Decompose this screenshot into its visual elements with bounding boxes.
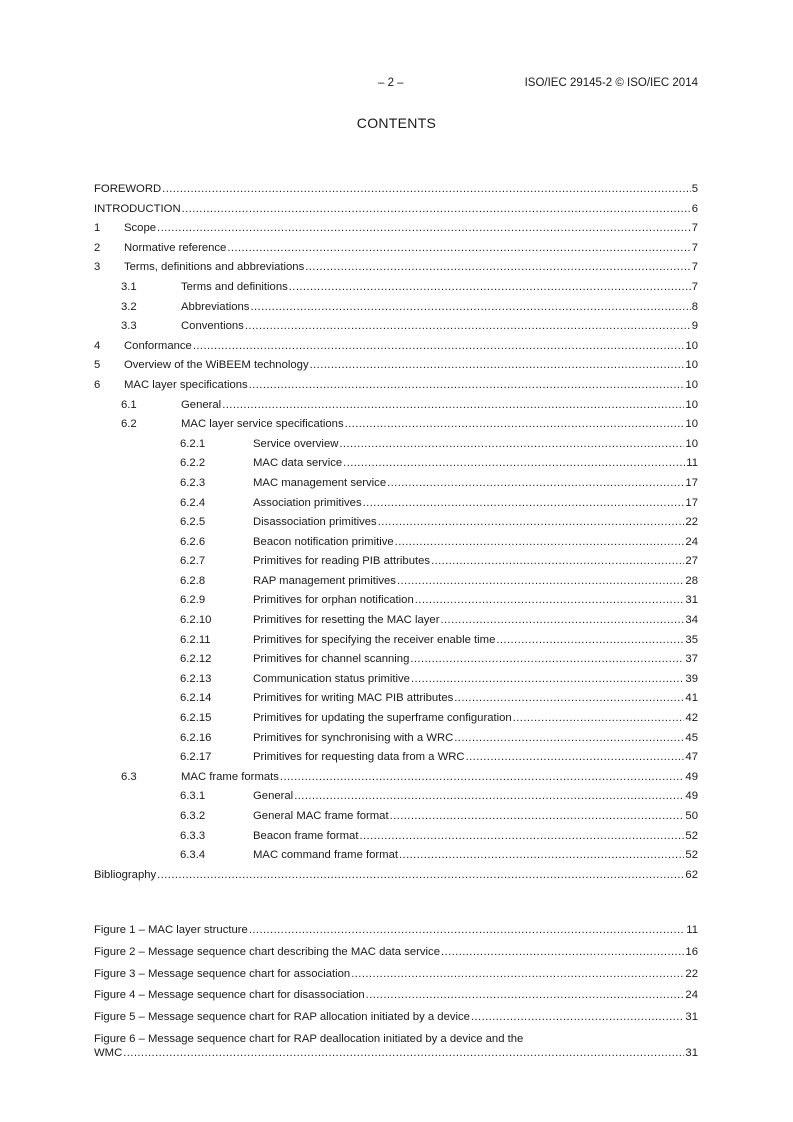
leader-dots (289, 278, 691, 298)
toc-section-number: 2 (94, 241, 101, 254)
toc-figure-title: Figure 1 – MAC layer structure (94, 924, 248, 936)
toc-figure-title: Figure 4 – Message sequence chart for disassociation (94, 989, 365, 1002)
leader-dots (399, 846, 684, 866)
toc-section-number: 6.2.9 (180, 594, 206, 607)
toc-figure-entry[interactable] (94, 985, 698, 1007)
page-title: CONTENTS (356, 115, 437, 131)
toc-entry-title: Primitives for orphan notification (253, 594, 414, 607)
toc-page-number: 49 (685, 770, 698, 783)
toc-entry[interactable] (94, 180, 698, 200)
toc-entry[interactable] (94, 298, 698, 318)
toc-page-number: 37 (685, 653, 698, 666)
toc-page-number: 10 (685, 359, 698, 372)
toc-entry-title: General (253, 790, 294, 803)
toc-page-number: 10 (685, 418, 698, 431)
toc-page-number: 31 (685, 594, 698, 607)
toc-figure-title-continued: WMC (94, 1046, 123, 1059)
toc-page-number: 11 (686, 457, 698, 470)
toc-page-number: 17 (685, 496, 698, 509)
toc-entry[interactable] (94, 278, 698, 298)
leader-dots (162, 180, 691, 200)
toc-entry[interactable] (94, 572, 698, 592)
leader-dots (513, 709, 685, 729)
leader-dots (250, 298, 690, 318)
leader-dots (410, 650, 684, 670)
toc-entry[interactable] (94, 454, 698, 474)
leader-dots (245, 317, 691, 337)
toc-entry-title: Association primitives (253, 496, 362, 509)
leader-dots (157, 219, 691, 239)
toc-entry-title: General MAC frame format (253, 810, 389, 822)
toc-entry[interactable] (94, 376, 698, 396)
toc-figure-title: Figure 2 – Message sequence chart describing the MAC data service (94, 945, 440, 958)
toc-entry-title: MAC data service (253, 457, 343, 470)
leader-dots (294, 787, 684, 807)
toc-entry-title: MAC layer specifications (124, 378, 248, 391)
toc-figure-entry[interactable] (94, 942, 698, 964)
toc-entry-title: Beacon frame format (253, 829, 359, 842)
toc-entry[interactable] (94, 200, 698, 220)
toc-entry-title: Primitives for requesting data from a WRC (253, 751, 465, 764)
toc-section-number: 3 (94, 261, 101, 274)
toc-page-number: 45 (685, 731, 698, 744)
toc-section-number: 6.2.17 (180, 751, 212, 764)
toc-entry[interactable] (94, 474, 698, 494)
leader-dots (310, 356, 685, 376)
toc-entry[interactable] (94, 317, 698, 337)
toc-figure-entry[interactable] (94, 920, 698, 942)
toc-entry[interactable] (94, 513, 698, 533)
leader-dots (227, 239, 690, 259)
toc-entry[interactable] (94, 631, 698, 651)
toc-section-number: 6.2.1 (180, 437, 206, 450)
leader-dots (351, 964, 684, 986)
leader-dots (454, 729, 684, 749)
toc-entry[interactable] (94, 435, 698, 455)
toc-entry-title: MAC command frame format (253, 849, 399, 862)
leader-dots (390, 807, 685, 827)
toc-section-number: 6.2.12 (180, 653, 212, 666)
leader-dots (222, 396, 684, 416)
toc-entry-title: Service overview (253, 437, 339, 450)
leader-dots (343, 454, 685, 474)
toc-entry[interactable] (94, 396, 698, 416)
toc-page-number: 7 (691, 241, 698, 254)
toc-page-number: 39 (685, 672, 698, 685)
toc-entry-title: MAC frame formats (181, 770, 279, 783)
toc-section-number: 3.2 (121, 300, 137, 313)
leader-dots (415, 591, 685, 611)
toc-entry[interactable] (94, 239, 698, 259)
toc-page-number: 41 (685, 692, 698, 705)
toc-section-number: 6.2.14 (180, 692, 212, 705)
leader-dots (363, 494, 685, 514)
leader-dots (397, 572, 684, 592)
toc-entry-title: Primitives for channel scanning (253, 653, 410, 666)
leader-dots (249, 376, 685, 396)
toc-entry[interactable] (94, 748, 698, 768)
toc-page-number: 52 (685, 829, 698, 842)
table-of-contents (94, 180, 698, 885)
toc-entry[interactable] (94, 258, 698, 278)
toc-entry-title: Terms and definitions (181, 280, 288, 293)
toc-entry-title: Abbreviations (181, 300, 250, 313)
toc-section-number: 6.2.4 (180, 496, 206, 509)
toc-section-number: 6.3.1 (180, 790, 206, 803)
toc-page-number: 8 (691, 300, 698, 313)
toc-section-number: 5 (94, 359, 101, 372)
toc-entry-title: Primitives for resetting the MAC layer (253, 614, 440, 627)
toc-page-number: 42 (685, 712, 698, 725)
toc-figure-entry[interactable] (94, 964, 698, 986)
toc-entry-title: Normative reference (124, 241, 227, 254)
toc-section-number: 6.2.6 (180, 535, 206, 548)
toc-page-number: 5 (691, 183, 698, 195)
leader-dots (466, 748, 685, 768)
leader-dots (366, 985, 685, 1007)
toc-page-number: 24 (685, 535, 698, 548)
toc-entry-title: Overview of the WiBEEM technology (124, 359, 309, 372)
toc-page-number: 47 (685, 751, 698, 764)
leader-dots (496, 631, 684, 651)
toc-entry-title: General (181, 398, 222, 411)
toc-page-number: 35 (685, 633, 698, 646)
toc-figure-entry[interactable] (94, 1007, 698, 1029)
toc-entry-title: Disassociation primitives (253, 516, 377, 529)
toc-figure-title: Figure 6 – Message sequence chart for RAP deallocation initiated by a device and the (94, 1032, 524, 1045)
toc-section-number: 6.3.3 (180, 829, 206, 842)
toc-entry[interactable] (94, 494, 698, 514)
leader-dots (339, 435, 684, 455)
toc-page-number: 34 (685, 614, 698, 627)
toc-page-number: 50 (685, 810, 698, 822)
toc-page-number: 28 (685, 574, 698, 587)
toc-entry-title: MAC management service (253, 476, 387, 489)
toc-entry[interactable] (94, 807, 698, 827)
toc-entry[interactable] (94, 729, 698, 749)
toc-entry[interactable] (94, 591, 698, 611)
toc-page-number: 10 (685, 339, 698, 352)
leader-dots (431, 552, 684, 572)
leader-dots (305, 258, 690, 278)
toc-entry-title: Primitives for updating the superframe configuration (253, 712, 512, 725)
toc-section-number: 6.1 (121, 398, 137, 411)
toc-entry[interactable] (94, 611, 698, 631)
leader-dots (157, 866, 684, 886)
toc-entry-title: Conformance (124, 339, 192, 352)
toc-section-number: 6.2 (121, 418, 137, 431)
toc-section-number: 6.2.7 (180, 555, 206, 568)
toc-entry-title: Conventions (181, 320, 244, 333)
toc-section-number: 6.2.11 (180, 633, 211, 646)
toc-entry[interactable] (94, 415, 698, 435)
toc-entry-title: MAC layer service specifications (181, 418, 344, 431)
page-number: – 2 – (378, 77, 404, 89)
toc-section-number: 6.2.10 (180, 614, 212, 627)
toc-entry-title: Beacon notification primitive (253, 535, 394, 548)
toc-page-number: 22 (685, 516, 698, 529)
toc-entry[interactable] (94, 787, 698, 807)
toc-page-number: 31 (685, 1046, 698, 1059)
toc-section-number: 6.2.8 (180, 574, 206, 587)
toc-page-number: 49 (685, 790, 698, 803)
toc-section-number: 6.2.2 (180, 457, 206, 470)
toc-figure-title: Figure 3 – Message sequence chart for association (94, 967, 351, 980)
toc-entry[interactable] (94, 219, 698, 239)
leader-dots (471, 1007, 684, 1029)
leader-dots (249, 920, 685, 942)
toc-page-number: 27 (685, 555, 698, 568)
list-of-figures (94, 920, 698, 1060)
leader-dots (387, 474, 684, 494)
leader-dots (193, 337, 685, 357)
toc-entry-title: Primitives for reading PIB attributes (253, 555, 431, 568)
toc-entry[interactable] (94, 866, 698, 886)
leader-dots (454, 689, 684, 709)
toc-page-number: 9 (691, 320, 698, 333)
leader-dots (411, 670, 684, 690)
toc-page-number: 11 (686, 924, 698, 936)
toc-section-number: 6.2.16 (180, 731, 212, 744)
toc-section-number: 3.3 (121, 320, 137, 333)
toc-page-number: 24 (685, 989, 698, 1002)
toc-page-number: 7 (691, 280, 698, 293)
toc-entry[interactable] (94, 709, 698, 729)
leader-dots (345, 415, 685, 435)
leader-dots (123, 1046, 684, 1060)
toc-entry-title: FOREWORD (94, 183, 162, 195)
leader-dots (441, 942, 684, 964)
toc-entry[interactable] (94, 670, 698, 690)
toc-page-number: 7 (691, 222, 698, 235)
toc-section-number: 6.2.5 (180, 516, 206, 529)
toc-entry[interactable] (94, 337, 698, 357)
toc-page-number: 62 (685, 868, 698, 881)
toc-page-number: 10 (685, 378, 698, 391)
toc-page-number: 31 (685, 1011, 698, 1024)
leader-dots (182, 200, 691, 220)
toc-section-number: 6.2.15 (180, 712, 212, 725)
toc-entry-title: Bibliography (94, 868, 157, 881)
toc-entry[interactable] (94, 846, 698, 866)
toc-entry[interactable] (94, 650, 698, 670)
toc-section-number: 6.2.13 (180, 672, 212, 685)
toc-section-number: 6.3 (121, 770, 137, 783)
toc-entry-title: INTRODUCTION (94, 202, 181, 215)
leader-dots (359, 827, 684, 847)
toc-figure-entry[interactable] (94, 1032, 698, 1060)
toc-entry[interactable] (94, 768, 698, 788)
toc-entry-title: Scope (124, 222, 157, 235)
leader-dots (280, 768, 685, 788)
standard-reference: ISO/IEC 29145-2 © ISO/IEC 2014 (524, 77, 698, 89)
toc-section-number: 6.3.2 (180, 810, 206, 822)
leader-dots (440, 611, 684, 631)
leader-dots (378, 513, 685, 533)
toc-page-number: 17 (685, 476, 698, 489)
toc-entry[interactable] (94, 827, 698, 847)
toc-page-number: 16 (685, 945, 698, 958)
toc-figure-title: Figure 5 – Message sequence chart for RAP allocation initiated by a device (94, 1011, 470, 1024)
toc-entry-title: Primitives for synchronising with a WRC (253, 731, 454, 744)
toc-page-number: 10 (685, 437, 698, 450)
toc-page-number: 52 (685, 849, 698, 862)
toc-page-number: 22 (685, 967, 698, 980)
toc-entry-title: Communication status primitive (253, 672, 410, 685)
toc-section-number: 6 (94, 378, 101, 391)
toc-page-number: 10 (685, 398, 698, 411)
toc-entry[interactable] (94, 533, 698, 553)
toc-entry-title: Primitives for writing MAC PIB attributes (253, 692, 454, 705)
toc-section-number: 6.2.3 (180, 476, 206, 489)
toc-section-number: 4 (94, 339, 101, 352)
leader-dots (395, 533, 685, 553)
toc-entry[interactable] (94, 552, 698, 572)
toc-entry-title: Terms, definitions and abbreviations (124, 261, 305, 274)
toc-section-number: 6.3.4 (180, 849, 206, 862)
toc-entry-title: RAP management primitives (253, 574, 396, 587)
toc-entry-title: Primitives for specifying the receiver enable time (253, 633, 496, 646)
toc-section-number: 1 (94, 222, 101, 235)
toc-page-number: 7 (691, 261, 698, 274)
toc-section-number: 3.1 (121, 280, 137, 293)
toc-entry[interactable] (94, 689, 698, 709)
toc-page-number: 6 (691, 202, 698, 215)
toc-entry[interactable] (94, 356, 698, 376)
